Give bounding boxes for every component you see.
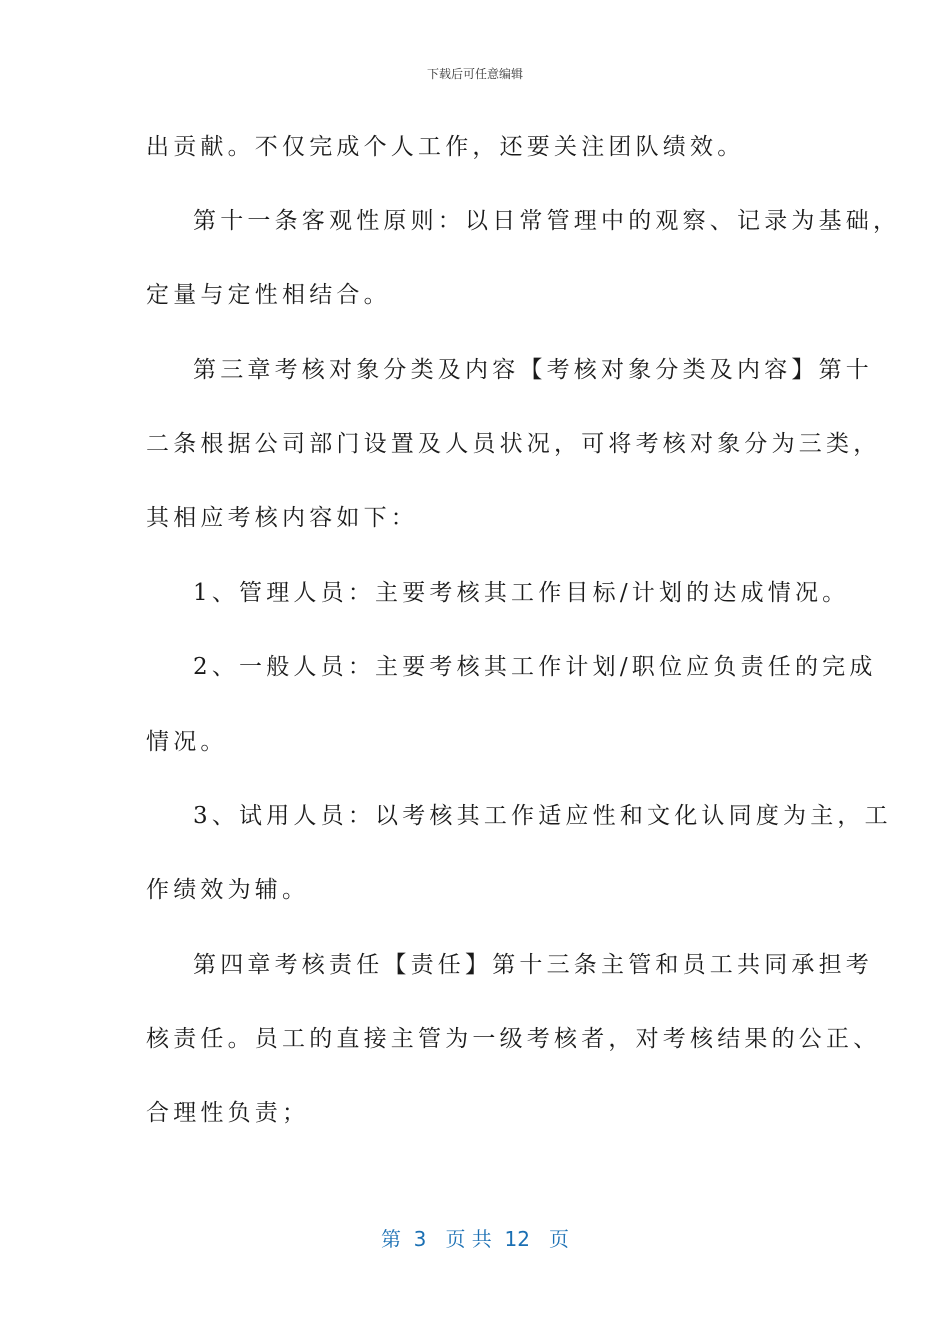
page-header: 下载后可任意编辑 [426,67,523,81]
text-line: 2、一般人员：主要考核其工作计划/职位应负责任的完成 [193,654,877,680]
text-line: 情况。 [146,729,228,755]
text-line: 其相应考核内容如下： [146,505,418,531]
text-line: 二条根据公司部门设置及人员状况，可将考核对象分为三类， [146,431,881,457]
text-line: 1、管理人员：主要考核其工作目标/计划的达成情况。 [193,580,850,606]
text-line: 合理性负责； [146,1100,310,1126]
text-line: 作绩效为辅。 [146,877,310,903]
page-footer: 第 3 页 共 12 页 [380,1227,570,1251]
text-line: 3、试用人员：以考核其工作适应性和文化认同度为主，工 [193,803,892,829]
text-line: 第三章考核对象分类及内容【考核对象分类及内容】第十 [193,357,873,383]
text-line: 核责任。员工的直接主管为一级考核者，对考核结果的公正、 [146,1026,881,1052]
text-line: 第十一条客观性原则：以日常管理中的观察、记录为基础， [193,208,901,234]
text-line: 第四章考核责任【责任】第十三条主管和员工共同承担考 [193,952,873,978]
text-line: 定量与定性相结合。 [146,282,391,308]
text-line: 出贡献。不仅完成个人工作，还要关注团队绩效。 [146,134,745,160]
